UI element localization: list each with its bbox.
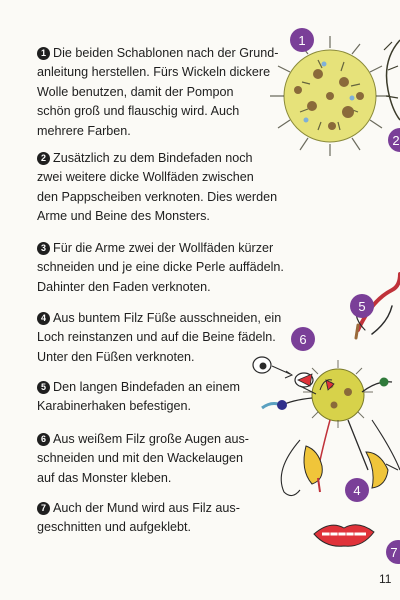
step-badge xyxy=(350,294,374,318)
mouth-illustration xyxy=(314,525,374,546)
step-badge xyxy=(291,327,315,351)
svg-text:2: 2 xyxy=(392,133,400,148)
instruction-step: 3 Für die Arme zwei der Wollfäden kürzer schneiden und je eine dicke Perle auffädeln. Dahinter den Faden verknoten. xyxy=(37,241,284,294)
page-number: 11 xyxy=(379,572,392,586)
svg-text:1: 1 xyxy=(298,33,306,48)
step-number: 2 xyxy=(37,152,50,165)
svg-text:4: 4 xyxy=(353,483,361,498)
instruction-step: 7 Auch der Mund wird aus Filz aus- geschnitten und aufgeklebt. xyxy=(37,501,240,535)
step-badge xyxy=(345,478,369,502)
step-number: 7 xyxy=(37,502,50,515)
step-badge xyxy=(290,28,314,52)
svg-text:7: 7 xyxy=(390,545,398,560)
pompon-illustration xyxy=(270,36,390,156)
instruction-step: 6 Aus weißem Filz große Augen aus- schneiden und mit den Wackelaugen auf das Monster kleben. xyxy=(37,432,249,485)
svg-text:5: 5 xyxy=(358,299,366,314)
instruction-step: 2 Zusätzlich zu dem Bindefaden noch zwei weitere dicke Wollfäden zwischen den Pappscheiben verknoten. Dies werden Arme und Beine des Monsters. xyxy=(37,151,278,224)
svg-text:6: 6 xyxy=(299,332,307,347)
step-number: 6 xyxy=(37,433,50,446)
step-number: 5 xyxy=(37,381,50,394)
instruction-step: 1 Die beiden Schablonen nach der Grund- anleitung herstellen. Fürs Wickeln dickere Wolle benutzen, damit der Pompon schön groß und flauschig wird. Auch mehrere Farben. xyxy=(37,46,279,138)
instruction-step: 5 Den langen Bindefaden an einem Karabinerhaken befestigen. xyxy=(37,380,240,414)
step-number: 4 xyxy=(37,312,50,325)
monster-illustration-main xyxy=(253,357,400,496)
instruction-step: 4 Aus buntem Filz Füße ausschneiden, ein Loch reinstanzen und auf die Beine fädeln. Unter den Füßen verknoten. xyxy=(37,311,282,364)
step-number: 1 xyxy=(37,47,50,60)
pompon-illustration xyxy=(384,40,400,120)
step-badge xyxy=(388,128,400,152)
step-badge xyxy=(386,540,400,564)
step-number: 3 xyxy=(37,242,50,255)
